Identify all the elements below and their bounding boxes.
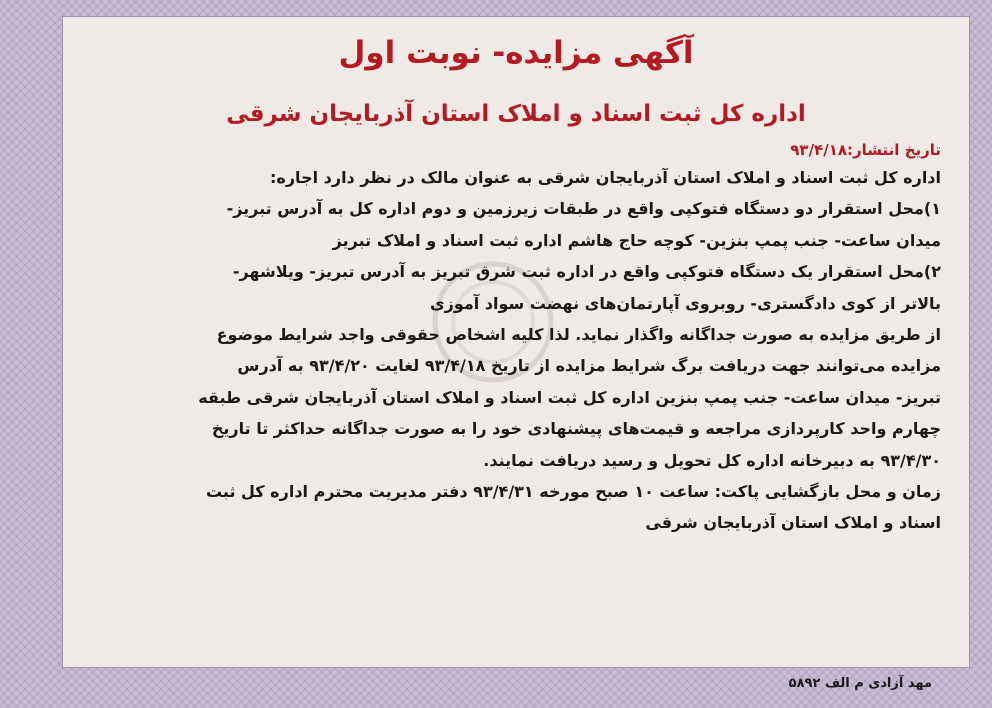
notice-subtitle: اداره کل ثبت اسناد و املاک استان آذربایجان شرقی	[226, 101, 806, 127]
body-line: ۹۳/۴/۳۰ به دبیرخانه اداره کل تحویل و رسید دریافت نمایند.	[483, 450, 941, 470]
body-line: زمان و محل بازگشایی پاکت: ساعت ۱۰ صبح مورخه ۹۳/۴/۳۱ دفتر مدیریت محترم اداره کل ثبت	[205, 481, 941, 501]
body-line: از طریق مزایده به صورت جداگانه واگذار نماید. لذا کلیه اشخاص حقوقی واجد شرایط موضوع	[216, 324, 941, 344]
publish-date: تاریخ انتشار:۹۳/۴/۱۸	[790, 141, 941, 159]
body-line: مزایده می‌توانند جهت دریافت برگ شرایط مزایده از تاریخ ۹۳/۴/۱۸ لغایت ۹۳/۴/۲۰ به آدرس	[237, 356, 941, 376]
body-line: تبریز- میدان ساعت- جنب پمپ بنزین اداره کل ثبت اسناد و املاک استان آذربایجان شرقی طبقه	[198, 387, 941, 407]
notice-body	[87, 162, 941, 539]
body-line: میدان ساعت- جنب پمپ بنزین- کوچه حاج هاشم اداره ثبت اسناد و املاک تبریز	[332, 230, 941, 250]
body-line: چهارم واحد کارپردازی مراجعه و قیمت‌های پیشنهادی خود را به صورت جداگانه حداکثر تا تاریخ	[211, 419, 941, 439]
body-line: اداره کل ثبت اسناد و املاک استان آذربایجان شرقی به عنوان مالک در نظر دارد اجاره:	[270, 168, 941, 187]
body-line: ۱)محل استقرار دو دستگاه فتوکپی واقع در طبقات زیرزمین و دوم اداره کل به آدرس تبریز-	[226, 199, 941, 219]
notice-frame	[62, 16, 970, 668]
body-line: بالاتر از کوی دادگستری- روبروی آپارتمان‌های نهضت سواد آموزی	[429, 293, 941, 313]
notice-title: آگهی مزایده- نوبت اول	[338, 35, 694, 71]
body-line: اسناد و املاک استان آذربایجان شرقی	[645, 513, 941, 533]
body-line: ۲)محل استقرار یک دستگاه فتوکپی واقع در اداره ثبت شرق تبریز به آدرس تبریز- ویلاشهر-	[232, 262, 941, 282]
footer-reference: مهد آزادی م الف ۵۸۹۲	[788, 676, 932, 691]
footer	[62, 672, 968, 691]
